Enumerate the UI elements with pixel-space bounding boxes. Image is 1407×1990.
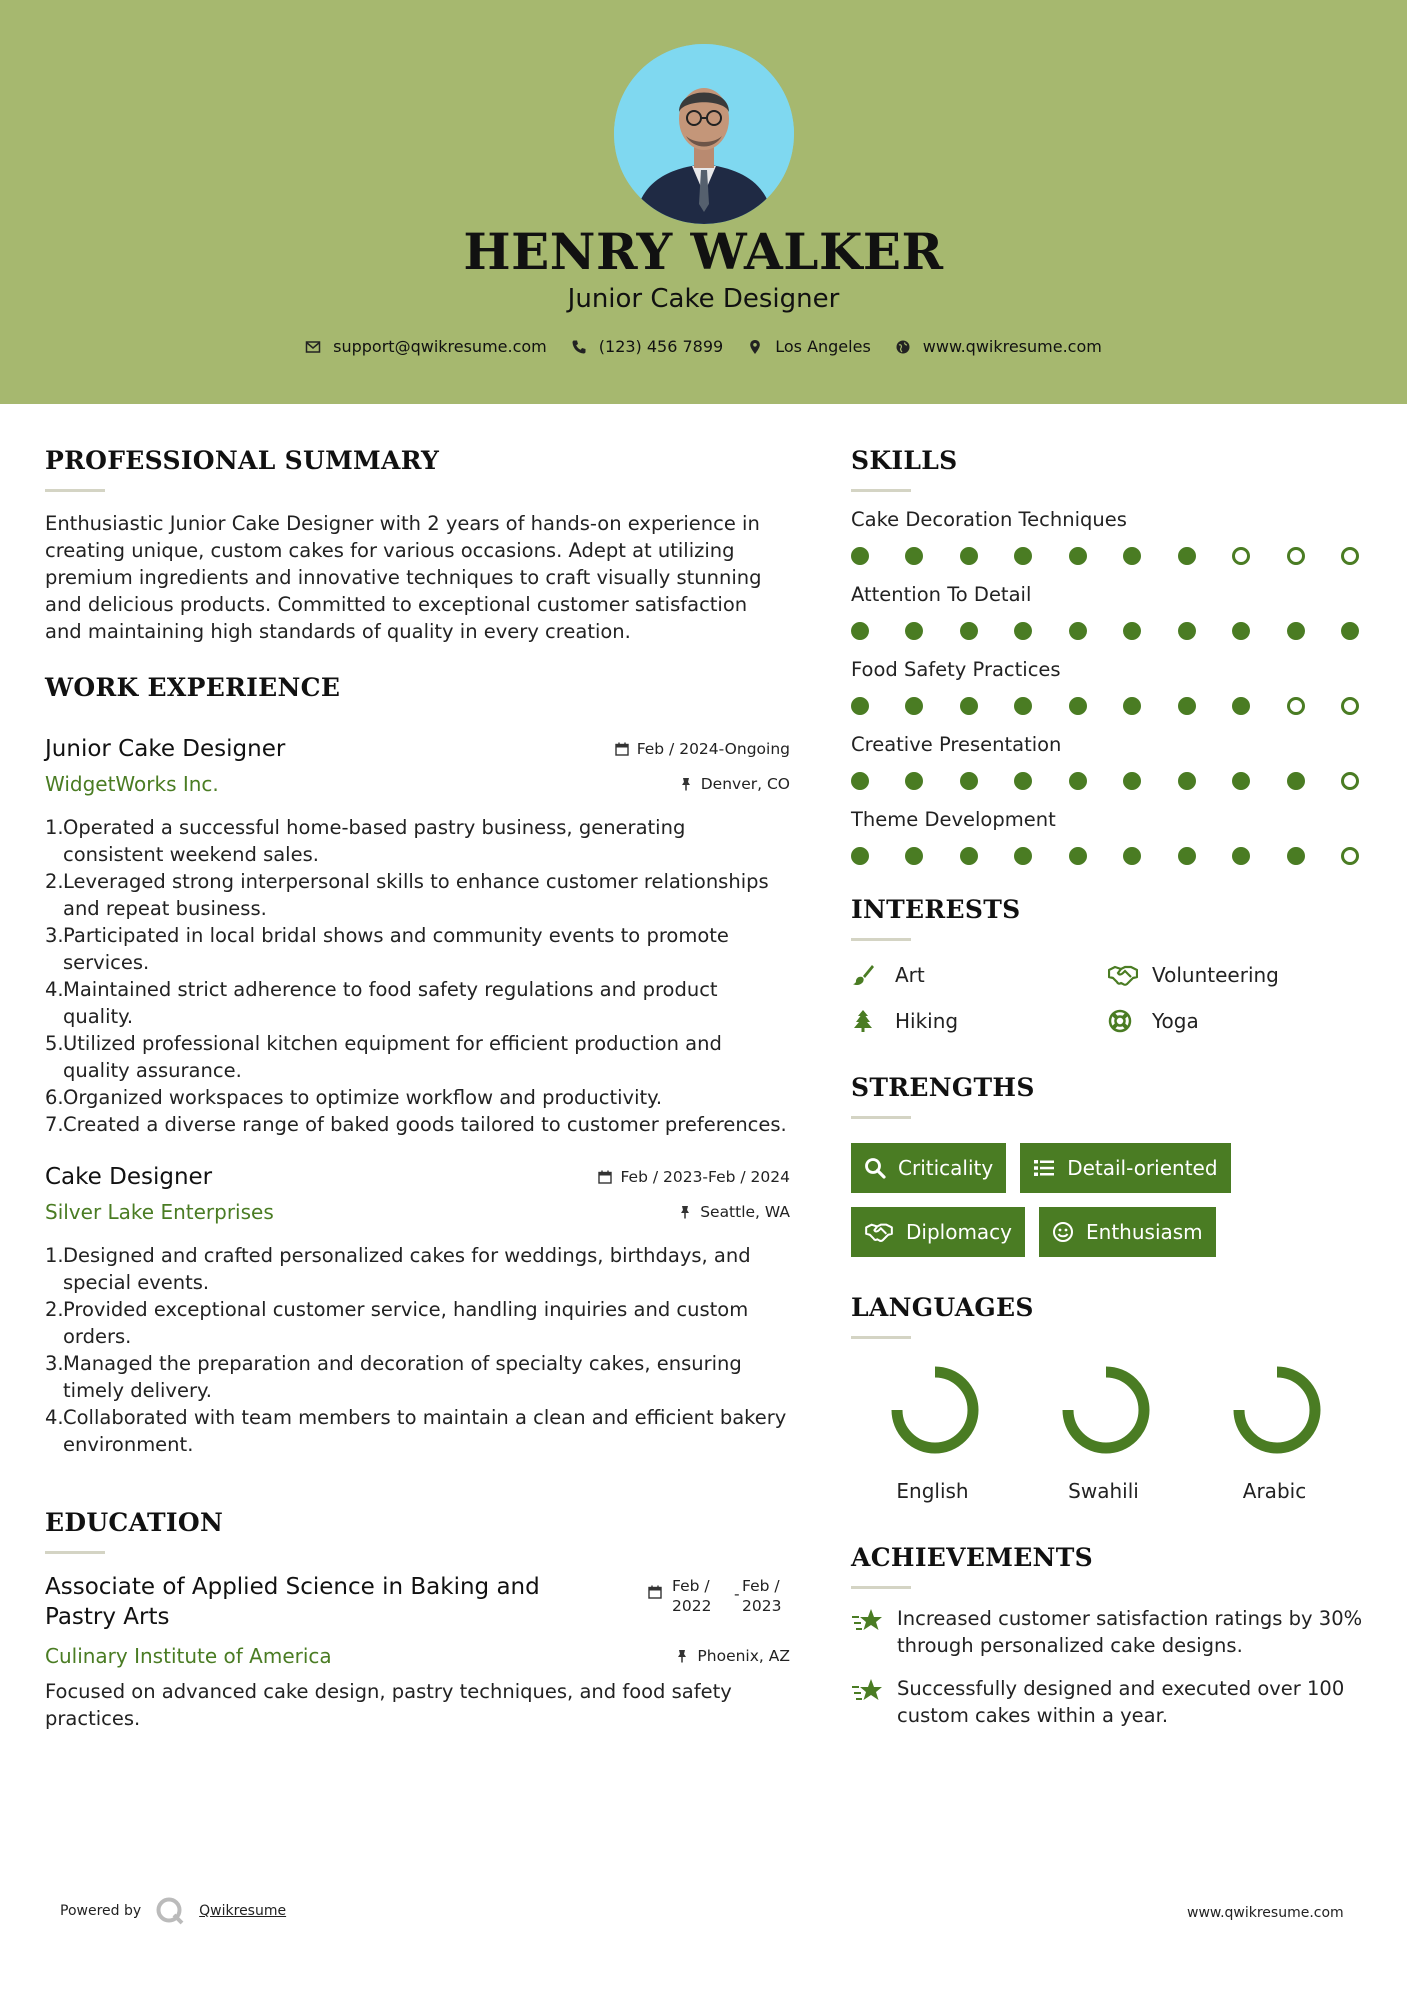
list-item: 4. Collaborated with team members to maintain a clean and efficient bakery environment. [45, 1406, 787, 1456]
education-description: Focused on advanced cake design, pastry techniques, and food safety practices. [45, 1680, 732, 1730]
rating-dot-empty [1287, 697, 1305, 715]
list-icon [1033, 1157, 1055, 1179]
rating-dot-filled [1341, 622, 1359, 640]
job-location: Denver, CO [700, 775, 790, 793]
rating-dot-filled [851, 772, 869, 790]
skills-list [851, 508, 1371, 865]
job-location: Seattle, WA [700, 1203, 790, 1221]
language-level-arc [1068, 1372, 1144, 1448]
rating-dot-filled [1232, 847, 1250, 865]
handshake-icon [864, 1221, 894, 1243]
interests-heading: INTERESTS [851, 895, 1021, 924]
language-level-arc [1239, 1372, 1315, 1448]
education-section: EDUCATION Associate of Applied Science in Baking and Pastry Arts Feb / 2022 - Feb / 2023 Culinary Institute of America Phoenix, AZ Focused on advanced cake design, pastry techniques, and food safety practices. [45, 1508, 790, 1730]
skill-item [851, 808, 1371, 865]
rating-dot-filled [960, 622, 978, 640]
education-start-date: Feb / 2022 [672, 1577, 712, 1615]
skills-heading: SKILLS [851, 446, 958, 475]
strengths-heading: STRENGTHS [851, 1073, 1035, 1102]
achievements-heading: ACHIEVEMENTS [851, 1543, 1093, 1572]
interests-section [851, 895, 1371, 1033]
rating-dot-filled [960, 547, 978, 565]
company-name: WidgetWorks Inc. [45, 772, 219, 796]
profile-photo [614, 44, 794, 224]
experience-heading: WORK EXPERIENCE [45, 673, 341, 702]
interest-hiking: Hiking [851, 1009, 1108, 1033]
contact-bar [0, 337, 1407, 356]
qwikresume-logo-icon [155, 1896, 185, 1926]
skill-name: Cake Decoration Techniques [851, 508, 1127, 531]
language-level-arc [897, 1372, 973, 1448]
candidate-title: Junior Cake Designer [567, 284, 840, 314]
rating-dot-filled [1232, 772, 1250, 790]
rating-dot-filled [905, 622, 923, 640]
skill-rating [851, 772, 1359, 790]
company-name: Silver Lake Enterprises [45, 1200, 274, 1224]
language-item [1193, 1365, 1364, 1503]
rating-dot-filled [1178, 622, 1196, 640]
strengths-section [851, 1073, 1371, 1257]
paintbrush-icon [851, 963, 875, 987]
strength-badge: Enthusiasm [1039, 1207, 1216, 1257]
skill-name: Attention To Detail [851, 583, 1032, 606]
strength-badge: Criticality [851, 1143, 1006, 1193]
rating-dot-filled [960, 772, 978, 790]
list-item: 2. Leveraged strong interpersonal skills to enhance customer relationships and repeat business. [45, 870, 769, 920]
rating-dot-filled [1123, 547, 1141, 565]
pushpin-icon [678, 1205, 692, 1219]
footer-website[interactable]: www.qwikresume.com [1187, 1905, 1344, 1921]
skill-rating [851, 547, 1359, 565]
skill-rating [851, 622, 1359, 640]
candidate-name: HENRY WALKER [463, 222, 944, 281]
rating-dot-filled [905, 697, 923, 715]
contact-location-text: Los Angeles [775, 337, 871, 356]
school-location: Phoenix, AZ [697, 1647, 790, 1665]
heading-divider [851, 938, 911, 941]
job-bullets [45, 1242, 790, 1458]
rating-dot-filled [1287, 847, 1305, 865]
rating-dot-filled [1178, 547, 1196, 565]
tree-icon [851, 1009, 875, 1033]
language-item [1022, 1365, 1193, 1503]
job-title: Cake Designer [45, 1164, 213, 1190]
job-dates: Feb / 2023-Feb / 2024 [620, 1168, 790, 1186]
pushpin-icon [679, 777, 693, 791]
list-item: 3. Managed the preparation and decoration of specialty cakes, ensuring timely delivery. [45, 1352, 742, 1402]
list-item: 2. Provided exceptional customer service, handling inquiries and custom orders. [45, 1298, 749, 1348]
heading-divider [45, 489, 105, 492]
list-item: 1. Designed and crafted personalized cakes for weddings, birthdays, and special events. [45, 1244, 751, 1294]
heading-divider [851, 489, 911, 492]
footer-powered-by [60, 1896, 286, 1926]
list-item: 3. Participated in local bridal shows and community events to promote services. [45, 924, 729, 974]
phone-icon [571, 339, 587, 355]
heading-divider [851, 1586, 911, 1589]
rating-dot-filled [960, 847, 978, 865]
language-name: English [896, 1479, 969, 1503]
heading-divider [45, 1551, 105, 1554]
left-column [45, 446, 790, 1732]
interest-yoga: Yoga [1108, 1009, 1358, 1033]
rating-dot-filled [1287, 622, 1305, 640]
rating-dot-filled [1069, 847, 1087, 865]
skills-section [851, 446, 1371, 865]
languages-heading: LANGUAGES [851, 1293, 1034, 1322]
job-entry [45, 736, 790, 1138]
search-icon [864, 1157, 886, 1179]
strength-badge: Diplomacy [851, 1207, 1025, 1257]
contact-email-text: support@qwikresume.com [333, 337, 547, 356]
skill-item [851, 733, 1371, 790]
interest-art: Art [851, 963, 1108, 987]
languages-list [851, 1365, 1371, 1503]
rating-dot-filled [1069, 622, 1087, 640]
contact-website[interactable] [895, 337, 1102, 356]
language-level-ring [1229, 1365, 1329, 1465]
degree-title: Associate of Applied Science in Baking and Pastry Arts [45, 1574, 540, 1630]
smile-icon [1052, 1221, 1074, 1243]
contact-email[interactable] [305, 337, 547, 356]
rating-dot-filled [1123, 697, 1141, 715]
list-item: 4. Maintained strict adherence to food safety regulations and product quality. [45, 978, 718, 1028]
school-name: Culinary Institute of America [45, 1644, 332, 1668]
summary-heading: PROFESSIONAL SUMMARY [45, 446, 440, 475]
job-entry [45, 1164, 790, 1458]
strength-badge: Detail-oriented [1020, 1143, 1230, 1193]
language-item [851, 1365, 1022, 1503]
skill-rating [851, 847, 1359, 865]
list-item: 5. Utilized professional kitchen equipment for efficient production and quality assurance. [45, 1032, 722, 1082]
summary-text: Enthusiastic Junior Cake Designer with 2 years of hands-on experience in creating unique, custom cakes for various occasions. Adept at utilizing premium ingredients and innovative techniques to craft visually stunning and delicious products. Committed to exceptional customer satisfaction and maintaining high standards of quality in every creation. [45, 512, 762, 643]
rating-dot-empty [1287, 547, 1305, 565]
rating-dot-filled [1014, 622, 1032, 640]
skill-item [851, 508, 1371, 565]
languages-section [851, 1293, 1371, 1503]
rating-dot-empty [1341, 772, 1359, 790]
skill-rating [851, 697, 1359, 715]
map-pin-icon [747, 339, 763, 355]
rating-dot-filled [1069, 772, 1087, 790]
contact-location [747, 337, 871, 356]
rating-dot-empty [1341, 547, 1359, 565]
list-item: 1. Operated a successful home-based pastry business, generating consistent weekend sales. [45, 816, 686, 866]
rating-dot-filled [1178, 847, 1196, 865]
contact-website-text: www.qwikresume.com [922, 337, 1102, 356]
heading-divider [851, 1336, 911, 1339]
rating-dot-filled [1014, 547, 1032, 565]
rating-dot-filled [905, 847, 923, 865]
language-level-ring [1058, 1365, 1158, 1465]
rating-dot-filled [1232, 697, 1250, 715]
rating-dot-filled [1232, 622, 1250, 640]
resume-header [0, 0, 1407, 404]
achievement-item: Successfully designed and executed over 100 custom cakes within a year. [851, 1675, 1371, 1729]
rating-dot-filled [1178, 772, 1196, 790]
rating-dot-filled [851, 697, 869, 715]
skill-name: Food Safety Practices [851, 658, 1061, 681]
language-name: Arabic [1242, 1479, 1307, 1503]
rating-dot-empty [1341, 697, 1359, 715]
achievements-section [851, 1543, 1371, 1729]
handshake-icon [1108, 963, 1138, 987]
rating-dot-filled [1014, 697, 1032, 715]
rating-dot-filled [1123, 772, 1141, 790]
skill-item [851, 658, 1371, 715]
globe-icon [895, 339, 911, 355]
education-end-date: Feb / 2023 [742, 1577, 782, 1615]
contact-phone-text: (123) 456 7899 [598, 337, 724, 356]
star-icon [851, 1605, 885, 1637]
rating-dot-filled [851, 547, 869, 565]
achievement-item: Increased customer satisfaction ratings by 30% through personalized cake designs. [851, 1605, 1371, 1659]
rating-dot-filled [851, 847, 869, 865]
powered-by-text: Powered by [60, 1903, 142, 1919]
language-level-ring [887, 1365, 987, 1465]
rating-dot-filled [1069, 547, 1087, 565]
education-heading: EDUCATION [45, 1508, 224, 1537]
experience-section [45, 673, 790, 1458]
rating-dot-filled [1014, 847, 1032, 865]
job-bullets [45, 814, 790, 1138]
rating-dot-filled [1287, 772, 1305, 790]
rating-dot-filled [905, 772, 923, 790]
job-title: Junior Cake Designer [45, 736, 286, 762]
rating-dot-empty [1232, 547, 1250, 565]
skill-name: Theme Development [851, 808, 1056, 831]
summary-section [45, 446, 790, 645]
calendar-icon [648, 1584, 662, 1598]
skill-name: Creative Presentation [851, 733, 1062, 756]
star-icon [851, 1675, 885, 1707]
rating-dot-filled [1178, 697, 1196, 715]
skill-item [851, 583, 1371, 640]
rating-dot-filled [1069, 697, 1087, 715]
pushpin-icon [675, 1649, 689, 1663]
interest-volunteering: Volunteering [1108, 963, 1358, 987]
rating-dot-filled [851, 622, 869, 640]
job-dates: Feb / 2024-Ongoing [636, 740, 790, 758]
calendar-icon [615, 742, 629, 756]
right-column [851, 446, 1371, 1729]
contact-phone[interactable] [571, 337, 723, 356]
rating-dot-filled [1123, 622, 1141, 640]
heading-divider [851, 1116, 911, 1119]
rating-dot-filled [1014, 772, 1032, 790]
rating-dot-filled [905, 547, 923, 565]
rating-dot-filled [960, 697, 978, 715]
language-name: Swahili [1068, 1479, 1139, 1503]
rating-dot-filled [1123, 847, 1141, 865]
envelope-icon [305, 339, 321, 355]
calendar-icon [598, 1170, 612, 1184]
list-item: 7. Created a diverse range of baked goods tailored to customer preferences. [45, 1113, 787, 1136]
lifering-icon [1108, 1009, 1132, 1033]
rating-dot-empty [1341, 847, 1359, 865]
qwikresume-link[interactable]: Qwikresume [199, 1903, 287, 1919]
list-item: 6. Organized workspaces to optimize workflow and productivity. [45, 1086, 663, 1109]
